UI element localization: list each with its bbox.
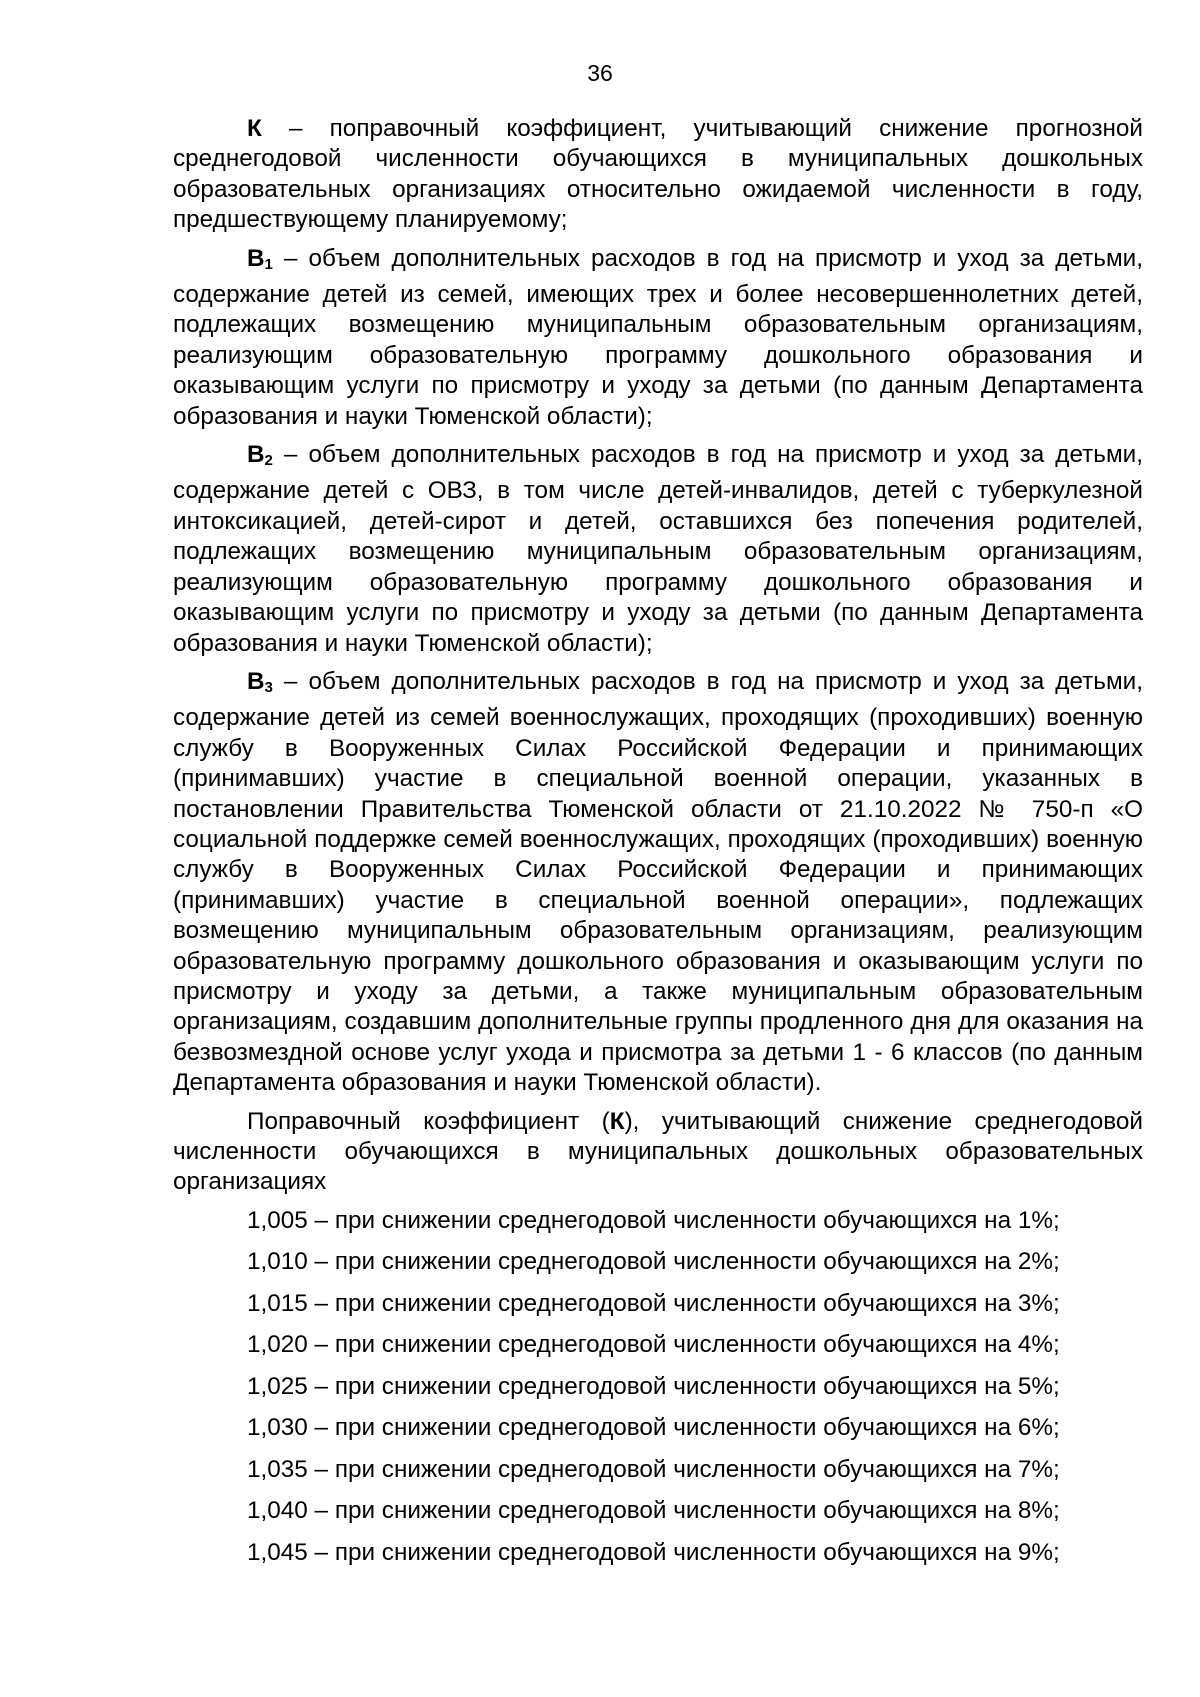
definition-subscript: 2	[264, 452, 273, 470]
definition-text: – объем дополнительных расходов в год на присмотр и уход за детьми, содержание детей из семей, имеющих трех и более несовершеннолетних детей, подлежащих возмещению муниципальным образовательным организациям, реализующим образовательную программу дошкольного образования и оказывающим услуги по присмотру и уходу за детьми (по данным Департамента образования и науки Тюменской области);	[173, 244, 1143, 430]
coefficient-symbol: К	[609, 1107, 625, 1135]
definition-b2	[173, 440, 1143, 659]
coefficient-item: 1,020 – при снижении среднегодовой численности обучающихся на 4%;	[247, 1331, 1060, 1359]
definition-b1	[173, 244, 1143, 432]
coefficient-item: 1,040 – при снижении среднегодовой численности обучающихся на 8%;	[247, 1497, 1060, 1525]
coefficient-item: 1,035 – при снижении среднегодовой численности обучающихся на 7%;	[247, 1455, 1060, 1483]
coefficient-item: 1,045 – при снижении среднегодовой численности обучающихся на 9%;	[247, 1538, 1060, 1566]
document-body	[173, 114, 1143, 1579]
coefficient-item: 1,010 – при снижении среднегодовой численности обучающихся на 2%;	[247, 1248, 1060, 1276]
definition-k	[173, 114, 1143, 236]
definition-symbol: В	[247, 441, 265, 469]
coefficient-item: 1,005 – при снижении среднегодовой численности обучающихся на 1%;	[247, 1206, 1060, 1234]
definition-subscript: 1	[264, 255, 273, 273]
coefficient-intro-before: Поправочный коэффициент (	[247, 1107, 610, 1135]
coefficient-item: 1,030 – при снижении среднегодовой численности обучающихся на 6%;	[247, 1414, 1060, 1442]
coefficient-intro	[173, 1107, 1143, 1198]
definition-subscript: 3	[264, 678, 273, 696]
definition-text: – объем дополнительных расходов в год на присмотр и уход за детьми, содержание детей из семей военнослужащих, проходящих (проходивших) военную службу в Вооруженных Силах Российской Федерации и принимающих (принимавших) участие в специальной военной операции, указанных в постановлении Правительства Тюменской области от 21.10.2022 № 750-п «О социальной поддержке семей военнослужащих, проходящих (проходивших) военную службу в Вооруженных Силах Российской Федерации и принимающих (принимавших) участие в специальной военной операции», подлежащих возмещению муниципальным образовательным организациям, реализующим образовательную программу дошкольного образования и оказывающим услуги по присмотру и уходу за детьми, а также муниципальным образовательным организациям, создавшим дополнительные группы продленного дня для оказания на безвозмездной основе услуг ухода и присмотра за детьми 1 - 6 классов (по данным Департамента образования и науки Тюменской области).	[173, 667, 1143, 1097]
page-number: 36	[587, 60, 613, 86]
definition-b3	[173, 667, 1143, 1099]
coefficient-intro-after: ), учитывающий снижение среднегодовой численности обучающихся в муниципальных дошкольных образовательных организациях	[173, 1107, 1143, 1196]
definition-text: – поправочный коэффициент, учитывающий снижение прогнозной среднегодовой численности обучающихся в муниципальных дошкольных образовательных организациях относительно ожидаемой численности в году, предшествующему планируемому;	[173, 115, 1143, 234]
definition-symbol: В	[247, 244, 265, 272]
coefficient-item: 1,025 – при снижении среднегодовой численности обучающихся на 5%;	[247, 1372, 1060, 1400]
coefficient-item: 1,015 – при снижении среднегодовой численности обучающихся на 3%;	[247, 1289, 1060, 1317]
definition-text: – объем дополнительных расходов в год на присмотр и уход за детьми, содержание детей с ОВЗ, в том числе детей-инвалидов, детей с туберкулезной интоксикацией, детей-сирот и детей, оставшихся без попечения родителей, подлежащих возмещению муниципальным образовательным организациям, реализующим образовательную программу дошкольного образования и оказывающим услуги по присмотру и уходу за детьми (по данным Департамента образования и науки Тюменской области);	[173, 441, 1143, 657]
definition-symbol: В	[247, 667, 265, 695]
definition-symbol: К	[247, 115, 262, 142]
coefficient-list	[173, 1206, 1143, 1580]
